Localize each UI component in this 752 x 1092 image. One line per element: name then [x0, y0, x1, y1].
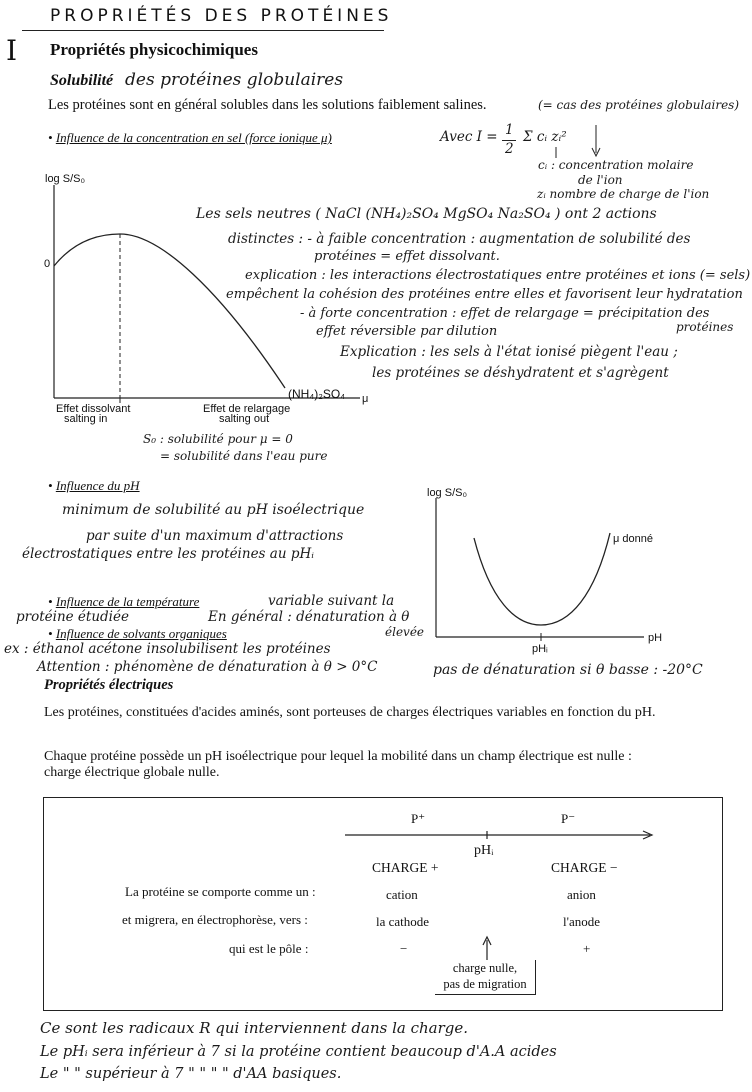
formula-den: 2 — [505, 141, 514, 157]
temp-note-3: En général : dénaturation à θ — [208, 609, 410, 625]
ph-note-3: électrostatiques entre les protéines au pHᵢ — [22, 546, 314, 562]
row2-right: l'anode — [563, 914, 600, 929]
row2-label: et migrera, en électrophorèse, vers : — [122, 912, 308, 927]
row2-left: la cathode — [376, 914, 430, 929]
subsection-handwritten: des protéines globulaires — [125, 70, 344, 90]
salt-note-5: empêchent la cohésion des protéines entre elles et favorisent leur hydratation — [226, 287, 743, 302]
salt-note-9: Explication : les sels à l'état ionisé piègent l'eau ; — [340, 344, 678, 360]
salting-in-caption: Effet dissolvant — [56, 403, 131, 415]
p-plus-label: P⁺ — [411, 811, 426, 826]
solv-note-2: Attention : phénomène de dénaturation à θ > 0°C — [37, 659, 378, 675]
salt-chart-xsymbol: μ — [362, 393, 369, 405]
solv-note-1: ex : éthanol acétone insolubilisent les protéines — [4, 641, 331, 657]
s0-note2: = solubilité dans l'eau pure — [160, 449, 328, 463]
salting-out-caption: Effet de relargage — [203, 403, 291, 415]
formula-num: 1 — [505, 122, 514, 138]
ph-chart-ylabel: log S/S₀ — [427, 487, 468, 499]
row1-left: cation — [386, 887, 418, 902]
ph-chart-note: pas de dénaturation si θ basse : -20°C — [433, 662, 703, 678]
salting-out-caption2: salting out — [219, 413, 270, 425]
temp-note-4: élevée — [385, 625, 425, 639]
electrical-p2a: Chaque protéine possède un pH isoélectrique pour lequel la mobilité dans un champ électrique est nulle : — [44, 749, 632, 764]
bullet-ph: • Influence du pH — [48, 478, 140, 493]
s0-note: S₀ : solubilité pour μ = 0 — [143, 432, 293, 446]
ph-note-1: minimum de solubilité au pH isoélectrique — [62, 502, 365, 518]
page-title: PROPRIÉTÉS DES PROTÉINES — [50, 6, 393, 26]
bullet-salt: • Influence de la concentration en sel (force ionique μ) — [48, 130, 332, 145]
footer-line-1: Ce sont les radicaux R qui interviennent dans la charge. — [40, 1019, 469, 1037]
electrical-p1: Les protéines, constituées d'acides aminés, sont porteuses de charges électriques variables en fonction du pH. — [44, 705, 656, 720]
electrical-p2b: charge électrique globale nulle. — [44, 765, 220, 780]
salt-note-2: distinctes : - à faible concentration : augmentation de solubilité des — [228, 231, 691, 247]
intro-text: Les protéines sont en général solubles dans les solutions faiblement salines. — [48, 97, 487, 113]
row3-right: + — [583, 941, 591, 956]
phi-label: pHᵢ — [474, 843, 494, 858]
charge-minus: CHARGE − — [551, 860, 618, 875]
ci-note2: de l'ion — [578, 173, 623, 187]
salt-note-7: effet réversible par dilution — [316, 324, 498, 339]
bullet-temperature: • Influence de la température — [48, 594, 200, 609]
salt-chart-y0: 0 — [44, 258, 51, 270]
salt-note-1: Les sels neutres ( NaCl (NH₄)₂SO₄ MgSO₄ Na₂SO₄ ) ont 2 actions — [196, 206, 657, 222]
null-charge-line1: charge nulle, — [452, 961, 518, 975]
zi-note: zᵢ nombre de charge de l'ion — [537, 187, 710, 201]
ph-chart-curve-label: μ donné — [613, 533, 653, 545]
row1-label: La protéine se comporte comme un : — [125, 884, 316, 899]
formula-rest: Σ cᵢ zᵢ² — [523, 129, 567, 145]
ph-chart-xlabel: pH — [648, 632, 663, 644]
bullet-solvents-label: Influence de solvants organiques — [55, 626, 227, 641]
salting-in-caption2: salting in — [64, 413, 108, 425]
section-number: I — [6, 34, 18, 67]
salt-note-8: protéines — [676, 320, 734, 334]
bullet-salt-label: Influence de la concentration en sel (force ionique μ) — [55, 130, 332, 145]
footer-line-3: Le " " supérieur à 7 " " " " d'AA basiques. — [40, 1066, 342, 1082]
formula-prefix: Avec I = — [440, 129, 498, 145]
salt-note-6: - à forte concentration : effet de relargage = précipitation des — [300, 306, 710, 321]
footer-line-2: Le pHᵢ sera inférieur à 7 si la protéine contient beaucoup d'A.A acides — [40, 1044, 557, 1060]
salt-note-4: explication : les interactions électrostatiques entre protéines et ions (= sels) — [245, 268, 751, 283]
p-minus-label: P⁻ — [561, 811, 576, 826]
null-charge-line2: pas de migration — [443, 977, 527, 991]
salt-note-10: les protéines se déshydratent et s'agrègent — [372, 365, 669, 381]
charge-plus: CHARGE + — [372, 860, 439, 875]
intro-note: (= cas des protéines globulaires) — [538, 98, 740, 112]
row3-label: qui est le pôle : — [229, 941, 309, 956]
salt-note-3: protéines = effet dissolvant. — [314, 249, 500, 264]
bullet-ph-label: Influence du pH — [55, 478, 140, 493]
null-charge-box — [435, 960, 536, 995]
row3-left: − — [400, 941, 408, 956]
section-heading: Propriétés physicochimiques — [50, 40, 258, 59]
electrical-heading: Propriétés électriques — [44, 677, 174, 693]
temp-note-1: variable suivant la — [268, 593, 395, 609]
ph-note-2: par suite d'un maximum d'attractions — [86, 528, 344, 544]
salt-chart-ylabel: log S/S₀ — [45, 173, 86, 185]
bullet-solvents: • Influence de solvants organiques — [48, 626, 227, 641]
ph-chart-xtick: pHᵢ — [532, 643, 548, 655]
bullet-temperature-label: Influence de la température — [55, 594, 200, 609]
salt-chart-curve-label: (NH₄)₂SO₄ — [288, 387, 346, 401]
row1-right: anion — [567, 887, 596, 902]
ci-note: cᵢ : concentration molaire — [538, 158, 694, 172]
subsection-heading: Solubilité — [50, 72, 114, 89]
temp-note-2: protéine étudiée — [16, 609, 129, 625]
